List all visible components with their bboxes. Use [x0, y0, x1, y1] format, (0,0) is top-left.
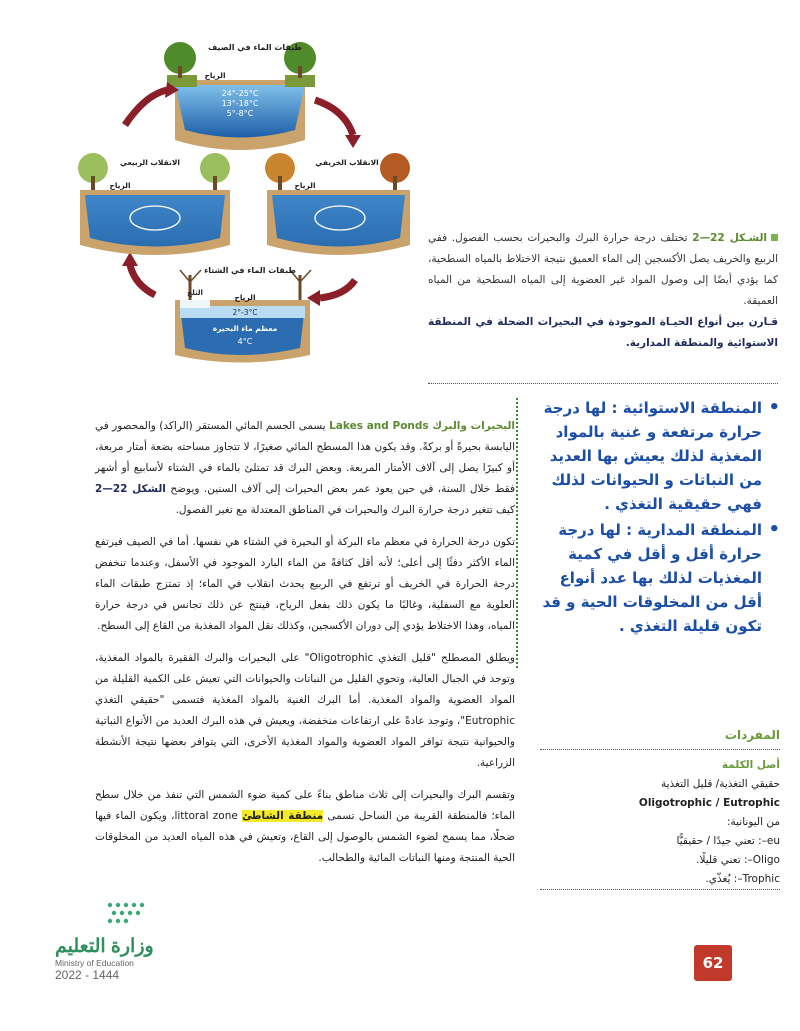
vocab-pair-ar: حقيقي التغذية/ قليل التغذية	[660, 778, 780, 790]
vocab-heading: المفردات	[540, 726, 780, 750]
handwritten-note	[535, 396, 780, 640]
main-text	[95, 416, 515, 880]
ministry-name-en: Ministry of Education	[55, 958, 134, 968]
ministry-logo	[55, 935, 154, 982]
highlighted-term: منطقة الشاطئ	[242, 810, 324, 822]
winter-panel	[175, 266, 311, 363]
temp-summer-1: 24°-25°C	[221, 89, 259, 98]
wind-label: الرياح	[294, 181, 316, 190]
paragraph-text: يسمى الجسم المائي المستقر (الراكد) والمحصور في اليابسة بحيرةً أو بركةً. وقد يكون هذا المسطح المائي صغيرًا، لا تتجاوز مساحته بضعة أمتار مربعة، أو كبيرًا يصل إلى آلاف الأمتار المربعة. وبعض البرك قد تمتلئ بالماء في الشتاء لأسابيع أو أشهر فقط خلال السنة، في حين يعود عمر بعض البحيرات إلى آلاف السنين. ويوضح	[95, 420, 515, 495]
fall-label: الانقلاب الخريفي	[315, 158, 379, 167]
ministry-name-ar: وزارة التعليم	[55, 936, 154, 957]
paragraph: ويطلق المصطلح "قليل التغذي Oligotrophic" على البحيرات والبرك الفقيرة بالمواد المغذية، وتوجد في الجبال العالية، وتحوي القليل من النباتات والحيوانات التي تعيش على الكمية القليلة من المواد العضوية والمواد المغذية. أما البرك الغنية بالمواد المغذية فتسمى "حقيقي التغذي Eutrophic"، وتوجد عادةً على ارتفاعات منخفضة، ويعيش في هذه البرك العديد من الأنواع النباتية والحيوانية نتيجة توافر المواد العضوية والمواد المغذية الأخرى، التي يتوافر بعضها نتيجة الأنشطة الزراعية.	[95, 652, 516, 769]
section-heading: البحيرات والبرك Lakes and Ponds	[329, 420, 515, 432]
wind-label: الرياح	[234, 293, 256, 302]
temp-winter-top: 2°-3°C	[232, 308, 258, 317]
square-bullet-icon	[771, 234, 778, 241]
temp-summer-3: 5°-8°C	[226, 109, 254, 118]
summer-panel	[164, 42, 316, 150]
cycle-arrow-icon	[130, 265, 155, 295]
lake-seasons-diagram	[55, 30, 415, 365]
cycle-arrow-icon	[125, 90, 167, 125]
paragraph-text: كيف تتغير درجة حرارة البرك والبحيرات في المناطق المعتدلة مع تغير الفصول.	[175, 504, 515, 516]
caption-divider	[428, 383, 778, 384]
paragraph	[95, 785, 515, 869]
note-item-tropical: • المنطقة الاستوائية : لها درجة حرارة مرتفعة و غنية بالمواد المغذية لذلك يعيش بها العديد من النباتات و الحيوانات لذلك فهي حقيقية التغذي .	[535, 396, 780, 516]
vocab-origin: أصل الكلمة	[721, 759, 780, 771]
cycle-arrow-icon	[320, 280, 355, 298]
ice-label: الثلج	[187, 289, 203, 297]
summer-label: طبقات الماء في الصيف	[208, 43, 302, 52]
note-item-tropic: • المنطقة المدارية : لها درجة حرارة أقل و أقل في كمية المغذيات لذلك بها عدد أنواع أقل من المخلوقات الحية و قد تكون قليلة التغذي .	[535, 518, 780, 638]
fall-panel	[265, 153, 410, 255]
caption-text: تختلف درجة حرارة البرك والبحيرات بحسب الفصول. ففي الربيع والخريف يصل الأكسجين إلى الماء العميق نتيجة الاختلاط بالمياه السطحية، كما يؤدي أيضًا إلى وصول المواد غير العضوية إلى المياه السطحية من المياه العميقة.	[428, 232, 778, 307]
vocab-troph: Trophic–: يُغذّي.	[540, 870, 780, 890]
vocab-eu: eu–: تعني جيدًا / حقيقيًّا	[676, 835, 780, 847]
cycle-arrow-icon	[315, 100, 353, 135]
temp-winter-bottom: 4°C	[237, 337, 253, 346]
paragraph-text: وتقسم البرك والبحيرات إلى ثلاث مناطق بناءً على كمية ضوء الشمس التي تنفذ من خلال سطح الماء؛ فالمنطقة القريبة من الساحل تسمى	[95, 789, 516, 822]
spring-panel	[78, 153, 230, 255]
figure-caption	[428, 228, 778, 354]
figure-number: الشـكل 22—2	[692, 232, 768, 244]
figure-ref: الشكل 22—2	[95, 483, 166, 495]
wind-label: الرياح	[109, 181, 131, 190]
temp-summer-2: 13°-18°C	[221, 99, 259, 108]
caption-compare: قـارن بين أنواع الحيـاة الموجودة في البحيرات الضحلة في المنطقة الاستوائية والمنطقة المدارية.	[428, 316, 778, 349]
note-divider	[516, 398, 521, 668]
vocab-pair-en: Oligotrophic / Eutrophic	[638, 797, 780, 809]
paragraph	[95, 416, 515, 521]
spring-label: الانقلاب الربيعي	[120, 158, 180, 167]
edition-year: 2022 - 1444	[55, 968, 120, 982]
page-number: 62	[694, 945, 732, 981]
dot-pattern-icon	[100, 895, 180, 935]
vocab-from: من اليونانية:	[726, 816, 780, 828]
paragraph-text: littoral zone، ويكون الماء فيها ضحلًا، مما يسمح لضوء الشمس بالوصول إلى القاع، وتعيش في هذه المياه العديد من المخلوقات الحية المنتجة ومنها النباتات المائية والطحالب.	[95, 810, 515, 864]
paragraph: تكون درجة الحرارة في معظم ماء البركة أو البحيرة في الشتاء هي نفسها. أما في الصيف فيرتفع الماء الأكثر دفئًا إلى أعلى؛ لأنه أقل كثافةً من الماء البارد الموجود في الأسفل، وعندما تنخفض درجة الحرارة في الخريف أو ترتفع في الربيع يحدث انقلاب في الماء؛ إذ تمتزج طبقات الماء العلوية مع السفلية، وغالبًا ما يكون ذلك بفعل الرياح، فينتج عن ذلك تجانس في درجة حرارة المياه، وهذا الاختلاط يؤدي إلى دوران الأكسجين، وكذلك نقل المواد المغذية من القاع إلى السطح.	[95, 536, 515, 632]
vocab-oligo: Oligo–: تعني قليلًا.	[696, 854, 780, 866]
winter-label: طبقات الماء في الشتاء	[204, 266, 296, 275]
vocabulary-box	[540, 726, 780, 890]
wind-label: الرياح	[204, 71, 226, 80]
lake-bulk-label: معظم ماء البحيرة	[212, 324, 278, 333]
